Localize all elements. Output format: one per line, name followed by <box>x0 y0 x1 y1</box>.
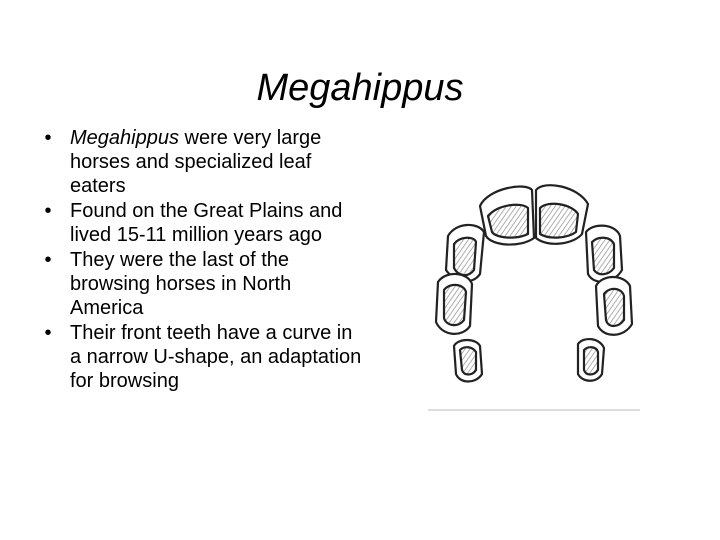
teeth-illustration <box>428 178 640 418</box>
bullet-text: They were the last of the browsing horses in North America <box>70 249 292 319</box>
incisor-left-inner <box>488 205 528 238</box>
incisor-right-inner <box>540 204 578 238</box>
bullet-dot: • <box>44 249 52 271</box>
bullet-item <box>36 199 366 247</box>
bullet-list <box>36 126 366 394</box>
slide-title: Megahippus <box>256 67 464 110</box>
bullet-dot: • <box>44 127 52 149</box>
bullet-dot: • <box>44 322 52 344</box>
bullet-text: Their front teeth have a curve in a narrow U-shape, an adaptation for browsing <box>70 322 362 392</box>
bullet-text: were very large horses and specialized leaf eaters <box>70 127 322 197</box>
bullet-item <box>36 321 366 393</box>
bullet-item <box>36 126 366 198</box>
bullet-item <box>36 248 366 320</box>
bullet-emphasis: Megahippus <box>70 127 179 149</box>
bullet-text: Found on the Great Plains and lived 15-11 million years ago <box>70 200 343 246</box>
bullet-dot: • <box>44 200 52 222</box>
